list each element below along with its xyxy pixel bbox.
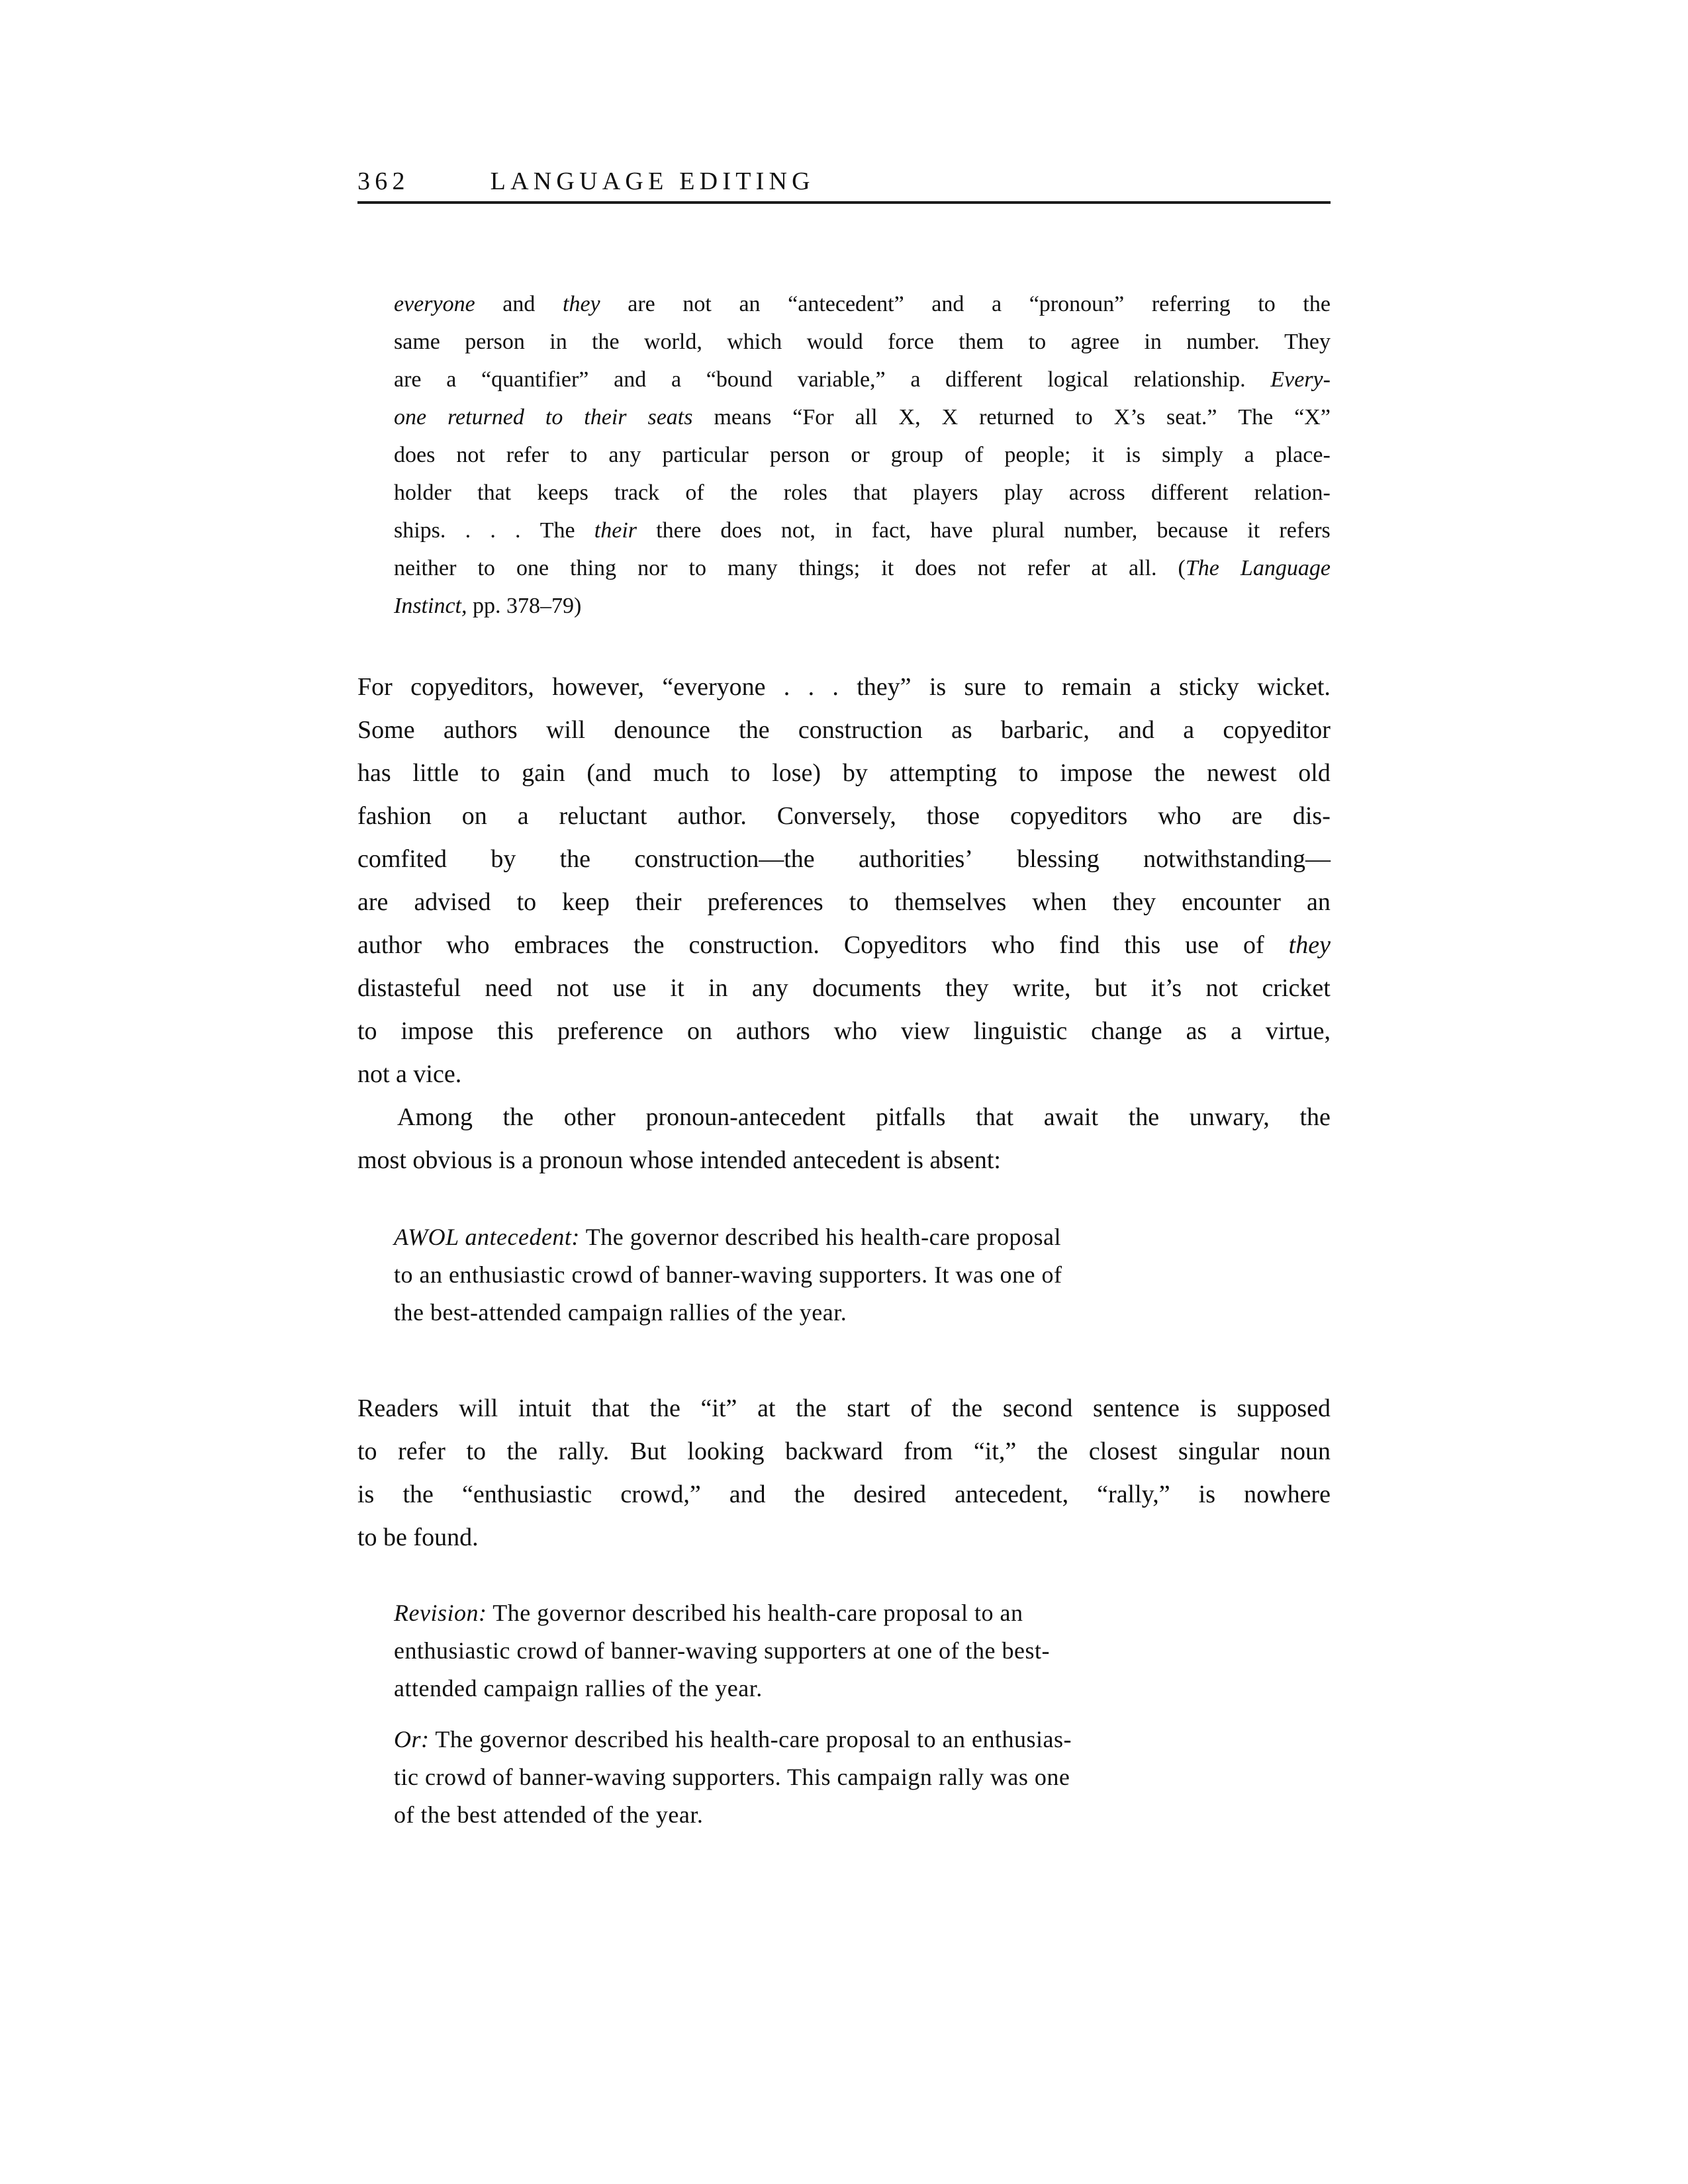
text-line: distasteful need not use it in any documents they write, but it’s not cricket [357,974,1331,1002]
text-line: Readers will intuit that the “it” at the start of the second sentence is supposed [357,1394,1331,1422]
text-line: to impose this preference on authors who view linguistic change as a virtue, [357,1017,1331,1045]
text-line: does not refer to any particular person or group of people; it is simply a place- [394,443,1331,467]
example-revision [394,1594,1331,1707]
text-line: Or: The governor described his health-care proposal to an enthusias- [394,1726,1072,1752]
body-paragraph-among [357,1096,1331,1182]
text-line: fashion on a reluctant author. Conversely, those copyeditors who are dis- [357,802,1331,830]
text-line: are advised to keep their preferences to themselves when they encounter an [357,888,1331,916]
text-line: Some authors will denounce the construction as barbaric, and a copyeditor [357,716,1331,744]
text-line: not a vice. [357,1060,462,1088]
text-line: For copyeditors, however, “everyone . . . they” is sure to remain a sticky wicket. [357,673,1331,701]
page-number: 362 [357,167,410,195]
header-rule [357,201,1331,204]
text-line: are a “quantifier” and a “bound variable,” a different logical relationship. Every- [394,367,1331,392]
text-line: Instinct, pp. 378–79) [394,594,582,618]
text-line: author who embraces the construction. Copyeditors who find this use of they [357,931,1331,959]
block-quote-extract [394,285,1331,625]
text-line: ships. . . . The their there does not, in fact, have plural number, because it refers [394,518,1331,543]
running-head-title: LANGUAGE EDITING [490,167,815,195]
text-line: to an enthusiastic crowd of banner-waving supporters. It was one of [394,1261,1062,1288]
text-line: most obvious is a pronoun whose intended antecedent is absent: [357,1146,1001,1174]
text-line: AWOL antecedent: The governor described his health-care proposal [394,1224,1061,1250]
text-line: everyone and they are not an “antecedent” and a “pronoun” referring to the [394,292,1331,316]
example-or [394,1721,1331,1834]
text-line: comfited by the construction—the authorities’ blessing notwithstanding— [357,845,1331,873]
text-line: enthusiastic crowd of banner-waving supporters at one of the best- [394,1637,1050,1664]
text-line: same person in the world, which would force them to agree in number. They [394,330,1331,354]
text-line: neither to one thing nor to many things; it does not refer at all. (The Language [394,556,1331,580]
text-line: Among the other pronoun-antecedent pitfalls that await the unwary, the [397,1103,1331,1131]
text-line: one returned to their seats means “For all X, X returned to X’s seat.” The “X” [394,405,1331,430]
text-line: has little to gain (and much to lose) by attempting to impose the newest old [357,759,1331,787]
text-line: holder that keeps track of the roles that players play across different relation- [394,480,1331,505]
text-line: tic crowd of banner-waving supporters. This campaign rally was one [394,1764,1070,1790]
running-header [357,167,815,196]
body-paragraph-readers [357,1387,1331,1559]
text-line: is the “enthusiastic crowd,” and the desired antecedent, “rally,” is nowhere [357,1480,1331,1508]
text-line: to refer to the rally. But looking backward from “it,” the closest singular noun [357,1437,1331,1465]
text-line: attended campaign rallies of the year. [394,1675,763,1702]
text-line: to be found. [357,1524,479,1551]
text-line: the best-attended campaign rallies of the year. [394,1299,847,1326]
example-awol-antecedent [394,1218,1331,1332]
body-paragraph-sticky-wicket [357,666,1331,1096]
text-line: of the best attended of the year. [394,1801,704,1828]
text-line: Revision: The governor described his health-care proposal to an [394,1600,1023,1626]
